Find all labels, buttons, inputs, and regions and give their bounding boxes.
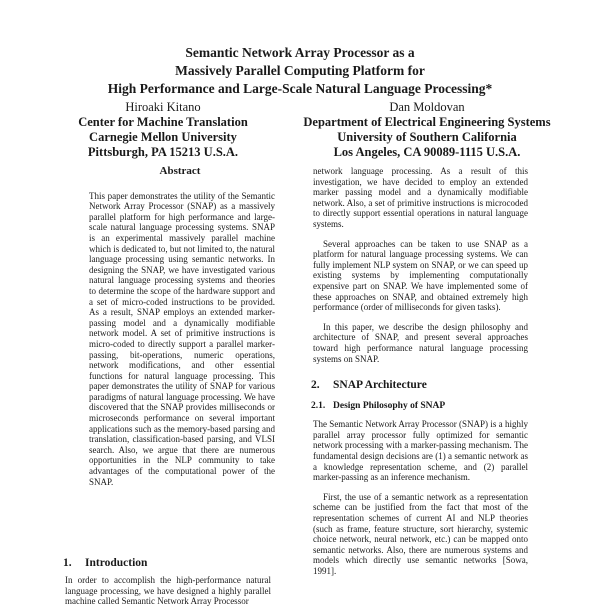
abstract-heading: Abstract: [159, 165, 201, 177]
right-column: [313, 166, 528, 586]
author-affiliation: Department of Electrical Engineering Systems: [303, 115, 551, 129]
author-block-kitano: [58, 100, 268, 160]
left-column: [85, 166, 275, 487]
subsection-number: 2.1.: [311, 400, 326, 411]
title-line-2: Massively Parallel Computing Platform for: [175, 63, 425, 78]
introduction-text: In order to accomplish the high-performance natural language processing, we have designed a highly parallel machine called Semantic Network Array Processor: [65, 575, 271, 607]
section-number: 2.: [311, 379, 320, 392]
introduction-heading: [63, 557, 147, 569]
section-title: SNAP Architecture: [333, 379, 427, 392]
body-paragraph: First, the use of a semantic network as a representation scheme can be justified from the fact that most of the representation schemes of current AI and NLP theories (such as frame, feature structure, sort hierarchy, systemic choice network, neural network, etc.) can be mapped onto semantic networks. Also, there are numerous systems and models which directly use semantic networks [Sowa, 1991].: [313, 491, 528, 576]
author-location: Los Angeles, CA 90089-1115 U.S.A.: [333, 145, 521, 159]
author-location: Pittsburgh, PA 15213 U.S.A.: [87, 145, 239, 159]
paper-title: [20, 44, 580, 98]
abstract-text: This paper demonstrates the utility of the Semantic Network Array Processor (SNAP) as a massively parallel platform for high performance and large-scale natural language processing systems. SNAP is an experimental massively parallel machine which is dedicated to, but not limited to, the natural language processing using semantic networks. In designing the SNAP, we have investigated various natural language processing systems and theories to determine the scope of the hardware support and a set of micro-coded instructions to be provided. As a result, SNAP employs an extended marker-passing model and a dynamically modifiable network model. A set of primitive instructions is micro-coded to directly support a parallel marker-passing, bit-operations, numeric operations, network modifications, and other essential functions for natural language processing. This paper demonstrates the utility of SNAP for various paradigms of natural language processing. We have discovered that the SNAP provides milliseconds or microseconds performance on several important applications such as the memory-based parsing and translation, classification-based parsing, and VLSI search. Also, we argue that there are numerous opportunities in the NLP community to take advantages of the computational power of the SNAP.: [89, 190, 275, 487]
title-line-3: High Performance and Large-Scale Natural Language Processing*: [107, 81, 493, 96]
title-line-1: Semantic Network Array Processor as a: [185, 45, 415, 60]
body-paragraph: In this paper, we describe the design philosophy and architecture of SNAP, and present several approaches toward high performance natural language processing systems on SNAP.: [313, 321, 528, 364]
body-paragraph: Several approaches can be taken to use SNAP as a platform for natural language processing systems. We can fully implement NLP system on SNAP, or we can speed up existing systems by implementing computationally expensive part on SNAP. We have implemented some of these approaches on SNAP, and obtained extremely high performance (order of milliseconds for given tasks).: [313, 238, 528, 313]
body-paragraph: The Semantic Network Array Processor (SNAP) is a highly parallel array processor fully optimized for semantic network processing with a marker-passing mechanism. The fundamental design decisions are (1) a semantic network as a knowledge representation scheme, and (2) parallel marker-passing as an inference mechanism.: [313, 419, 528, 483]
section-title: Introduction: [85, 557, 148, 569]
author-institution: University of Southern California: [337, 130, 517, 144]
body-paragraph: network language processing. As a result of this investigation, we have decided to employ an extended marker passing model and a dynamically modifiable network. Also, a set of primitive instructions is microcoded to directly support essential operations in natural language systems.: [313, 166, 528, 229]
section-number: 1.: [63, 557, 72, 569]
author-block-moldovan: [262, 100, 592, 160]
author-affiliation: Center for Machine Translation: [78, 115, 248, 129]
author-institution: Carnegie Mellon University: [89, 130, 237, 144]
author-name: Dan Moldovan: [389, 100, 465, 114]
subsection-heading-design-philosophy: [311, 401, 528, 412]
author-name: Hiroaki Kitano: [125, 100, 201, 114]
section-heading-snap-architecture: [311, 380, 528, 391]
subsection-title: Design Philosophy of SNAP: [333, 400, 446, 411]
